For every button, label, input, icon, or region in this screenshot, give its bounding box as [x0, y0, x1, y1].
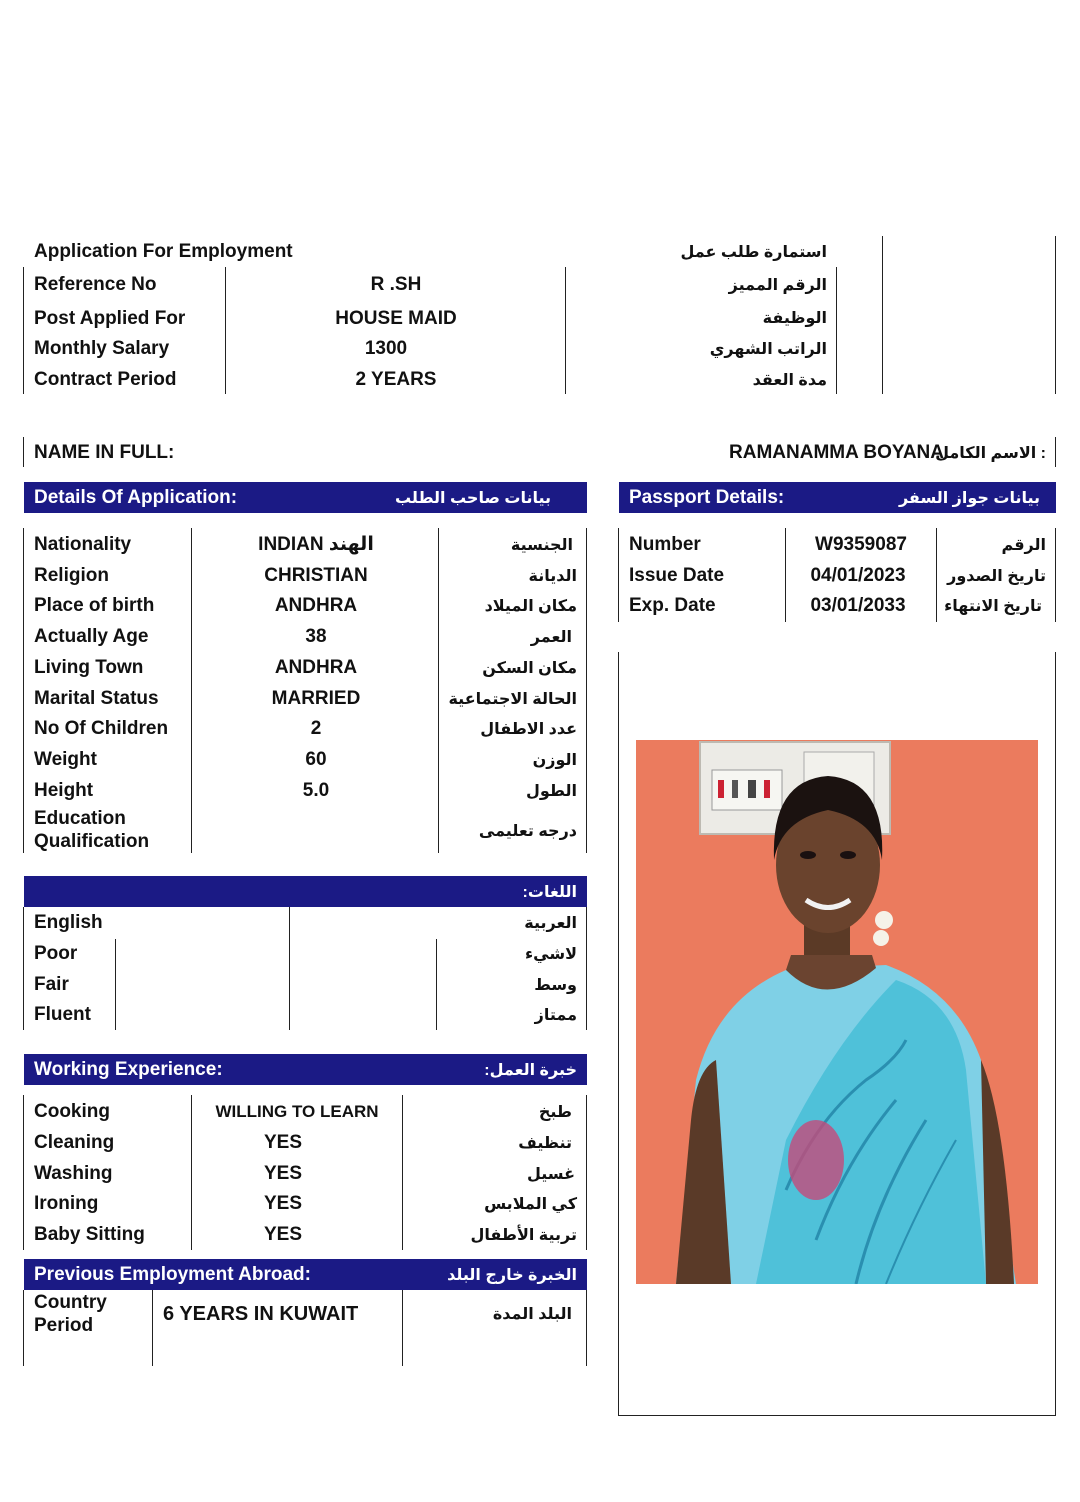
washing-value: YES [263, 1163, 303, 1184]
post-ar: الوظيفة [762, 310, 827, 327]
babysitting-label: Baby Sitting [34, 1224, 145, 1245]
ironing-label: Ironing [34, 1193, 99, 1214]
height-ar: الطول [526, 783, 577, 800]
birthplace-label: Place of birth [34, 595, 155, 616]
weight-value: 60 [305, 749, 327, 770]
languages-title-ar: اللغات: [522, 884, 577, 901]
fluent-ar: ممتاز [534, 1007, 577, 1024]
education-ar: درجه تعليمى [478, 823, 577, 840]
details-title: Details Of Application: [34, 487, 238, 508]
abroad-ar: البلد المدة [492, 1306, 572, 1323]
babysitting-ar: تربية الأطفال [470, 1227, 577, 1244]
marital-label: Marital Status [34, 688, 159, 709]
name-label: NAME IN FULL: [34, 442, 175, 463]
religion-value: CHRISTIAN [264, 565, 368, 586]
height-value: 5.0 [302, 780, 330, 801]
children-value: 2 [310, 718, 322, 739]
passport-number-label: Number [629, 534, 701, 555]
ref-label: Reference No [34, 274, 157, 295]
children-label: No Of Children [34, 718, 169, 739]
babysitting-value: YES [263, 1224, 303, 1245]
birthplace-ar: مكان الميلاد [484, 598, 577, 615]
cooking-ar: طبخ [538, 1104, 572, 1121]
marital-ar: الحالة الاجتماعية [448, 691, 577, 708]
exp-date-ar: تاريخ الانتهاء [944, 598, 1042, 615]
exp-date-value: 03/01/2033 [810, 595, 906, 616]
weight-label: Weight [34, 749, 97, 770]
fair-ar: وسط [534, 977, 577, 994]
post-label: Post Applied For [34, 308, 186, 329]
abroad-value: 6 YEARS IN KUWAIT [163, 1303, 359, 1325]
full-name: RAMANAMMA BOYANA [729, 442, 944, 463]
experience-title-ar: خبرة العمل: [484, 1062, 577, 1079]
country-label: Country [34, 1292, 107, 1313]
weight-ar: الوزن [532, 752, 577, 769]
ironing-value: YES [263, 1193, 303, 1214]
passport-title-ar: بيانات جواز السفر [898, 490, 1040, 507]
ref-ar: الرقم المميز [728, 277, 827, 294]
salary-label: Monthly Salary [34, 338, 170, 359]
form-title-ar: استمارة طلب عمل [680, 244, 827, 261]
children-ar: عدد الاطفال [480, 721, 577, 738]
cooking-value: WILLING TO LEARN [215, 1102, 379, 1121]
arabic-label: العربية [524, 915, 577, 932]
period-label: Period [34, 1315, 94, 1336]
contract-value: 2 YEARS [355, 369, 437, 390]
age-value: 38 [305, 626, 327, 647]
salary-value: 1300 [364, 338, 408, 359]
post-value: HOUSE MAID [335, 308, 457, 329]
details-header [24, 482, 587, 513]
experience-title: Working Experience: [34, 1059, 223, 1080]
birthplace-value: ANDHRA [274, 595, 358, 616]
details-title-ar: بيانات صاحب الطلب [394, 490, 551, 507]
washing-label: Washing [34, 1163, 113, 1184]
passport-title: Passport Details: [629, 487, 785, 508]
education-label-2: Qualification [34, 831, 150, 852]
abroad-title: Previous Employment Abroad: [34, 1264, 311, 1285]
nationality-ar: الجنسية [510, 537, 573, 554]
fair-label: Fair [34, 974, 69, 995]
issue-date-ar: تاريخ الصدور [947, 568, 1046, 585]
passport-number-value: W9359087 [815, 534, 907, 555]
contract-label: Contract Period [34, 369, 177, 390]
ref-value: R .SH [370, 274, 422, 295]
ironing-ar: كي الملابس [484, 1196, 577, 1213]
abroad-header [24, 1259, 587, 1290]
cooking-label: Cooking [34, 1101, 110, 1122]
cleaning-value: YES [263, 1132, 303, 1153]
applicant-photo [636, 740, 1038, 1284]
poor-ar: لاشيء [524, 946, 577, 963]
poor-label: Poor [34, 943, 78, 964]
cleaning-label: Cleaning [34, 1132, 115, 1153]
abroad-title-ar: الخبرة خارج البلد [447, 1267, 577, 1284]
passport-number-ar: الرقم [1001, 537, 1046, 554]
issue-date-value: 04/01/2023 [810, 565, 906, 586]
height-label: Height [34, 780, 94, 801]
town-label: Living Town [34, 657, 144, 678]
marital-value: MARRIED [271, 688, 361, 709]
religion-ar: الديانة [528, 568, 577, 585]
religion-label: Religion [34, 565, 109, 586]
nationality-label: Nationality [34, 534, 132, 555]
nationality-value: INDIAN الهند [258, 534, 374, 555]
age-label: Actually Age [34, 626, 149, 647]
issue-date-label: Issue Date [629, 565, 725, 586]
fluent-label: Fluent [34, 1004, 91, 1025]
contract-ar: مدة العقد [752, 372, 827, 389]
exp-date-label: Exp. Date [629, 595, 716, 616]
name-label-ar: : الاسم الكامل [935, 445, 1046, 462]
cleaning-ar: تنظيف [518, 1135, 572, 1152]
experience-header [24, 1054, 587, 1085]
education-label-1: Education [34, 808, 126, 829]
age-ar: العمر [530, 629, 572, 646]
washing-ar: غسيل [526, 1166, 575, 1183]
salary-ar: الراتب الشهري [709, 341, 827, 358]
english-label: English [34, 912, 103, 933]
form-title: Application For Employment [34, 241, 293, 262]
town-ar: مكان السكن [482, 660, 577, 677]
town-value: ANDHRA [274, 657, 358, 678]
languages-header [24, 876, 587, 907]
passport-header [619, 482, 1056, 513]
